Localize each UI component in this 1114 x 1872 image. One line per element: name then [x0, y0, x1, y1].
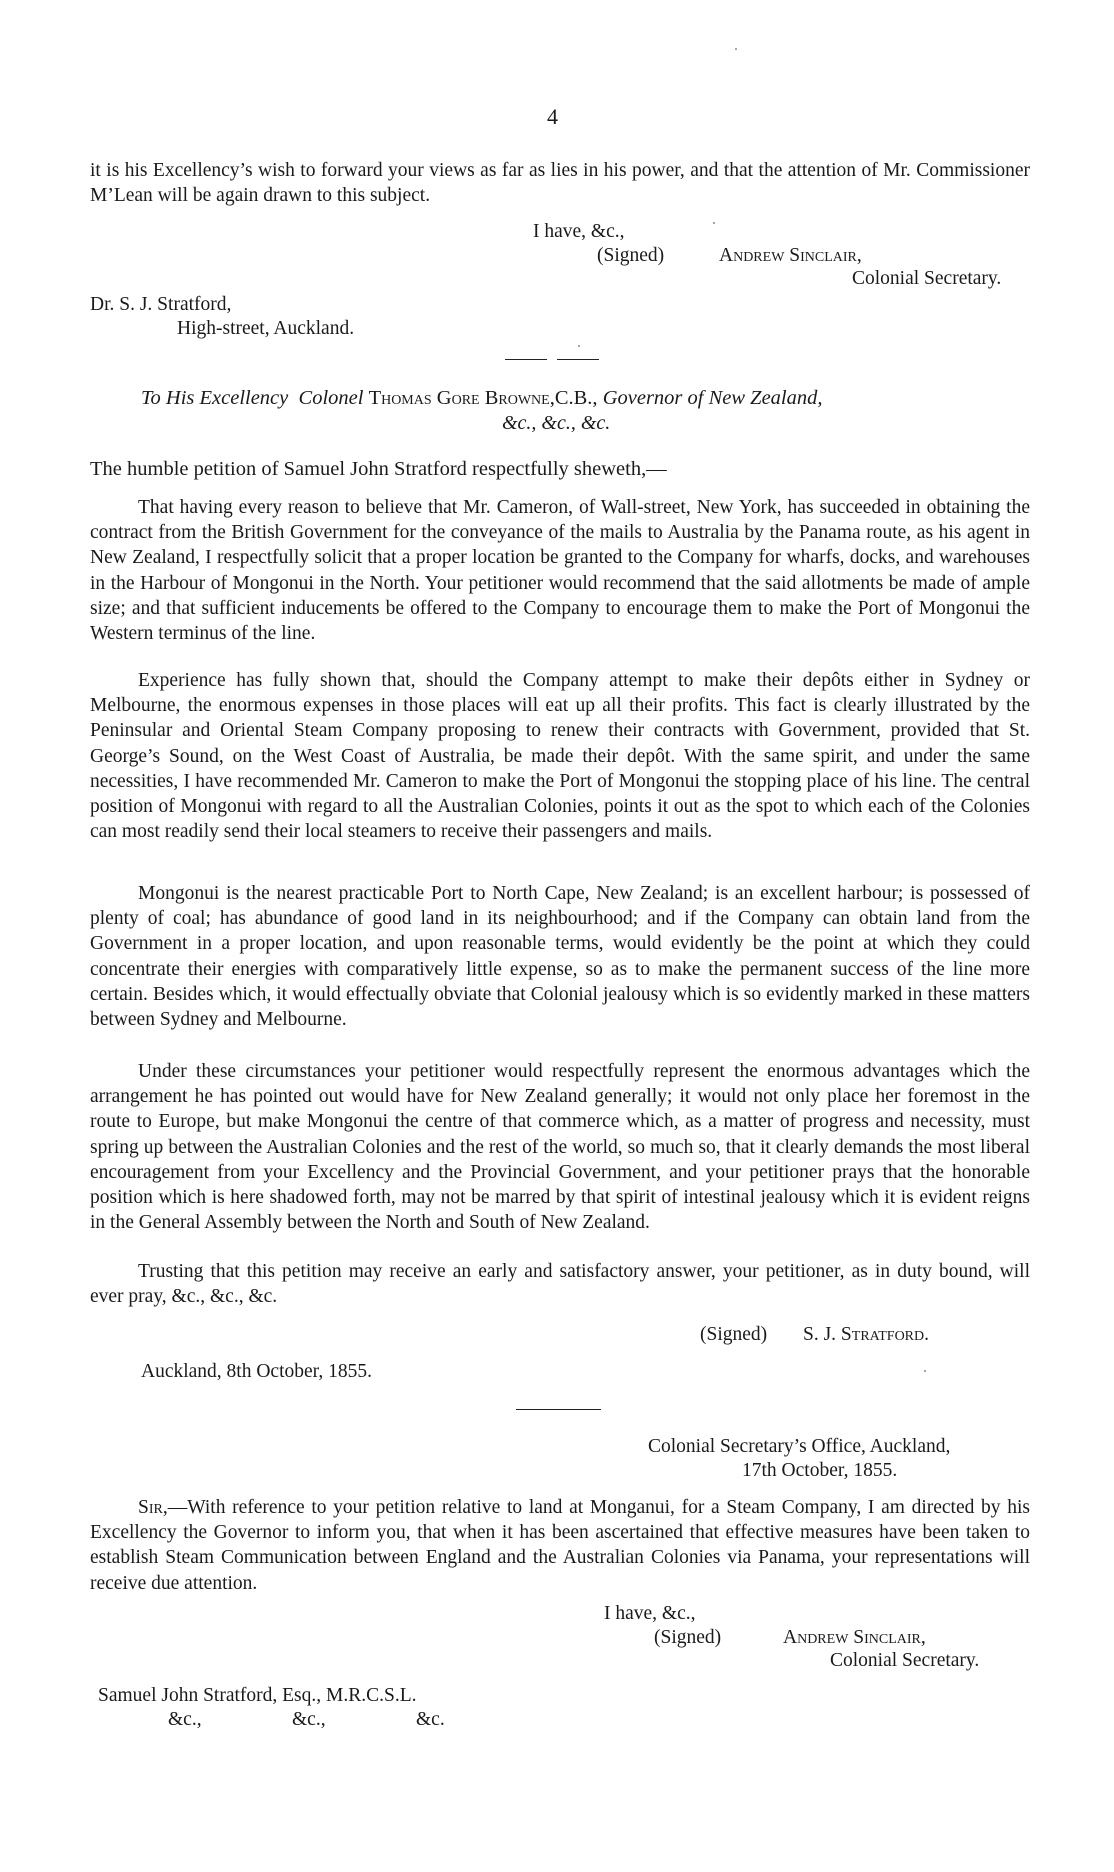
heading-etc: &c., &c., &c.	[502, 412, 611, 434]
petition-paragraph-4-text: Under these circumstances your petitioner would respectfully represent the enormous advantages which the arrangement he has pointed out would have for New Zealand generally; it would not only place her foremost in the route to Europe, but make Mongonui the centre of that commerce which, as a matter of progress and necessity, must spring up between the Australian Colonies and the rest of the world, so much so, that it clearly demands the most liberal encouragement from your Excellency and the Provincial Government, and your petitioner prays that the honorable position which is here shadowed forth, may not be marred by that spirit of intestinal jealousy which it is evident reigns in the General Assembly between the North and South of New Zealand.	[90, 1061, 1030, 1234]
reply-addressee-name: Samuel John Stratford, Esq., M.R.C.S.L.	[98, 1685, 417, 1706]
heading-post: C.B.,	[554, 387, 598, 409]
scan-speck	[578, 345, 580, 347]
heading-name: Thomas Gore Browne,	[368, 387, 555, 409]
petition-dateline: Auckland, 8th October, 1855.	[141, 1361, 373, 1382]
scan-speck	[735, 48, 737, 50]
scan-speck	[924, 1370, 926, 1372]
petition-signed: (Signed)	[700, 1324, 768, 1345]
reply-addressee-etc-2: &c.,	[292, 1709, 326, 1730]
petition-paragraph-3-text: Mongonui is the nearest practicable Port to North Cape, New Zealand; is an excellent harbour; is possessed of plenty of coal; has abundance of good land in its neighbourhood; and if the Company can obtain land from the Government in a proper location, and upon reasonable terms, would evidently be the point at which they could concentrate their energies with comparatively little expense, so as to make the permanent success of the line more certain. Besides which, it would effectually obviate that Colonial jealousy which is so evidently marked in these matters between Sydney and Melbourne.	[90, 883, 1030, 1031]
petition-paragraph-2-text: Experience has fully shown that, should the Company attempt to make their depôts either in Sydney or Melbourne, the enormous expenses in those places will eat up all their profits. This fact is clearly illustrated by the Peninsular and Oriental Steam Company proposing to renew their contracts with Government, provided that St. George’s Sound, on the West Coast of Australia, be made their depôt. With the same spirit, and under the same necessities, I have recommended Mr. Cameron to make the Port of Mongonui the stopping place of his line. The central position of Mongonui with regard to all the Australian Colonies, points it out as the spot to which each of the Colonies can most readily send their local steamers to receive their passengers and mails.	[90, 670, 1030, 843]
petition-intro: The humble petition of Samuel John Stratford respectfully sheweth,—	[90, 458, 667, 480]
reply-addressee-etc-3: &c.	[416, 1709, 445, 1730]
letter1-signatory: Andrew Sinclair,	[719, 245, 862, 266]
petition-paragraph-2	[90, 668, 1030, 844]
page-number: 4	[547, 104, 558, 129]
reply-closing: I have, &c.,	[604, 1603, 696, 1624]
opening-paragraph-text: it is his Excellency’s wish to forward your views as far as lies in his power, and that the attention of Mr. Commissioner M’Lean will be again drawn to this subject.	[90, 160, 1030, 207]
letter1-title: Colonial Secretary.	[852, 268, 1002, 289]
heading-to: To His Excellency	[141, 387, 289, 409]
petition-paragraph-4	[90, 1059, 1030, 1235]
reply-office: Colonial Secretary’s Office, Auckland,	[648, 1436, 951, 1457]
reply-signatory: Andrew Sinclair,	[783, 1627, 926, 1648]
heading-rank: Colonel	[298, 387, 364, 409]
letter1-addressee-name: Dr. S. J. Stratford,	[90, 294, 232, 315]
reply-body-content: —With reference to your petition relative to land at Monganui, for a Steam Company, I am directed by his Excellency the Governor to inform you, that when it has been ascertained that effective measures have been taken to establish Steam Communication between England and the Australian Colonies via Panama, your representations will receive due attention.	[90, 1497, 1030, 1594]
reply-salutation: Sir,	[138, 1497, 168, 1518]
petition-paragraph-3	[90, 881, 1030, 1032]
letter1-closing: I have, &c.,	[533, 221, 625, 242]
section-divider	[505, 359, 547, 360]
reply-title: Colonial Secretary.	[830, 1650, 980, 1671]
petition-heading	[141, 384, 822, 412]
petition-paragraph-5-text: Trusting that this petition may receive an early and satisfactory answer, your petitioner, as in duty bound, will ever pray, &c., &c., &c.	[90, 1261, 1030, 1308]
opening-paragraph	[90, 158, 1030, 208]
section-divider	[516, 1409, 601, 1410]
letter1-addressee-address: High-street, Auckland.	[177, 318, 355, 339]
section-divider	[557, 359, 599, 360]
reply-body-text	[90, 1495, 1030, 1596]
reply-signed: (Signed)	[654, 1627, 722, 1648]
letter1-signed: (Signed)	[597, 245, 665, 266]
reply-addressee-etc-1: &c.,	[168, 1709, 202, 1730]
scan-speck	[713, 222, 715, 224]
petition-signatory: S. J. Stratford.	[803, 1324, 929, 1345]
petition-paragraph-1	[90, 495, 1030, 646]
reply-body	[90, 1495, 1030, 1596]
reply-date: 17th October, 1855.	[742, 1460, 898, 1481]
petition-paragraph-1-text: That having every reason to believe that Mr. Cameron, of Wall-street, New York, has succeeded in obtaining the contract from the British Government for the conveyance of the mails to Australia by the Panama route, as his agent in New Zealand, I respectfully solicit that a proper location be granted to the Company for wharfs, docks, and warehouses in the Harbour of Mongonui in the North. Your petitioner would recommend that the said allotments be made of ample size; and that sufficient inducements be offered to the Company to encourage them to make the Port of Mongonui the Western terminus of the line.	[90, 497, 1030, 645]
petition-paragraph-5	[90, 1259, 1030, 1309]
heading-office: Governor of New Zealand,	[602, 387, 823, 409]
